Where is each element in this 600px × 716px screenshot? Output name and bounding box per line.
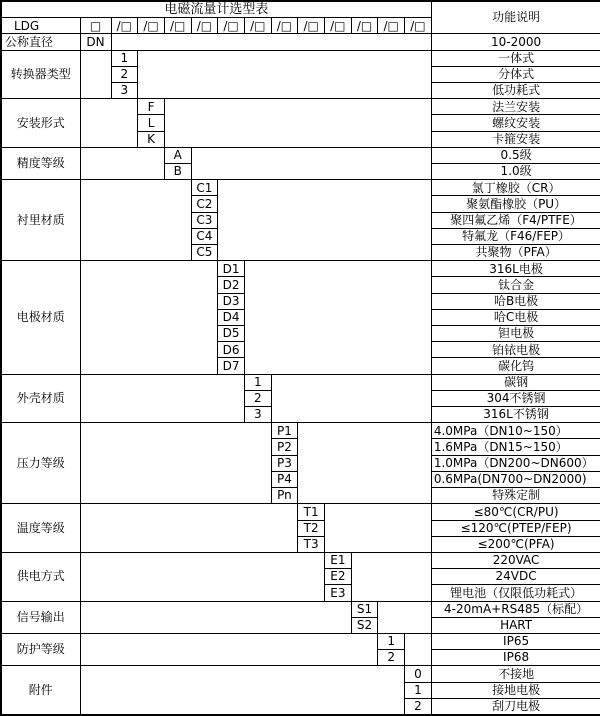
spacer-cell [80,504,298,553]
desc-cell: 不接地 [431,666,600,682]
spacer-cell [80,601,351,633]
spacer-cell [271,374,431,423]
desc-cell: HART [431,617,600,633]
desc-cell: ≤200℃(PFA) [431,536,600,552]
desc-cell: 0.5级 [431,147,600,163]
model-box: /□ [351,18,378,34]
desc-cell: 共聚物（PFA） [431,245,600,261]
code-cell: E2 [325,569,352,585]
model-box: /□ [164,18,191,34]
desc-cell: 钛合金 [431,277,600,293]
code-cell: S2 [351,617,378,633]
model-box: /□ [378,18,405,34]
spacer-cell [80,633,378,665]
desc-cell: 聚氨酯橡胶（PU） [431,196,600,212]
spacer-cell [405,633,432,665]
model-box: /□ [111,18,138,34]
model-prefix: LDG [1,18,80,34]
category-label: 衬里材质 [1,180,80,261]
desc-cell: 刮刀电极 [431,698,600,715]
spacer-cell [80,261,218,374]
code-cell: 3 [111,83,138,99]
model-box: /□ [298,18,325,34]
model-box: /□ [138,18,165,34]
code-cell: C3 [191,212,218,228]
code-cell: 1 [244,374,271,390]
category-label: 信号输出 [1,601,80,633]
desc-cell: 特殊定制 [431,488,600,504]
category-label: 转换器类型 [1,50,80,99]
spacer-cell [244,261,431,374]
spacer-cell [80,180,191,261]
model-box: /□ [244,18,271,34]
category-label: 供电方式 [1,552,80,601]
desc-cell: 10-2000 [431,34,600,50]
model-box: /□ [405,18,432,34]
desc-cell: 一体式 [431,50,600,66]
desc-cell: IP68 [431,650,600,666]
code-cell: P4 [271,471,298,487]
code-cell: C5 [191,245,218,261]
code-cell: C4 [191,228,218,244]
desc-cell: 1.0级 [431,164,600,180]
code-cell: T1 [298,504,325,520]
code-cell: 3 [244,407,271,423]
desc-cell: 24VDC [431,569,600,585]
code-cell: 1 [111,50,138,66]
desc-cell: 螺纹安装 [431,115,600,131]
code-cell: D3 [218,293,245,309]
desc-cell: ≤80℃(CR/PU) [431,504,600,520]
desc-cell: 1.0MPa（DN200~DN600） [431,455,600,471]
desc-cell: 0.6MPa(DN700~DN2000) [431,471,600,487]
spacer-cell [325,504,432,553]
desc-cell: 4-20mA+RS485（标配） [431,601,600,617]
model-box-base: □ [80,18,111,34]
code-cell: E3 [325,585,352,601]
code-cell: P2 [271,439,298,455]
code-cell: F [138,99,165,115]
model-box: /□ [325,18,352,34]
code-cell: 1 [405,682,432,698]
desc-cell: 316L不锈钢 [431,407,600,423]
code-cell: D2 [218,277,245,293]
function-column-header: 功能说明 [431,1,600,34]
code-cell: P1 [271,423,298,439]
code-cell: A [164,147,191,163]
desc-cell: 4.0MPa（DN10~150） [431,423,600,439]
desc-cell: 1.6MPa（DN15~150） [431,439,600,455]
category-label: 防护等级 [1,633,80,665]
code-cell: D7 [218,358,245,374]
category-label: 安装形式 [1,99,80,148]
spacer-cell [80,99,138,148]
spacer-cell [80,552,325,601]
code-cell: D6 [218,342,245,358]
category-label: 附件 [1,666,80,715]
code-cell: 2 [244,390,271,406]
model-box: /□ [218,18,245,34]
category-label: 压力等级 [1,423,80,504]
desc-cell: 316L电极 [431,261,600,277]
spacer-cell [218,180,432,261]
spacer-cell [351,552,431,601]
code-cell: T2 [298,520,325,536]
desc-cell: 钽电极 [431,326,600,342]
desc-cell: 哈C电极 [431,309,600,325]
desc-cell: 304不锈钢 [431,390,600,406]
desc-cell: 接地电极 [431,682,600,698]
spacer-cell [378,601,431,633]
desc-cell: 锂电池（仅限低功耗式） [431,585,600,601]
spacer-cell [80,666,405,715]
code-cell: S1 [351,601,378,617]
code-cell: T3 [298,536,325,552]
code-cell: D1 [218,261,245,277]
category-label-dn: 公称直径 [1,34,80,50]
desc-cell: 分体式 [431,66,600,82]
desc-cell: ≤120℃(PTEP/FEP) [431,520,600,536]
code-cell: D5 [218,326,245,342]
spacer-cell [191,147,431,179]
category-label: 温度等级 [1,504,80,553]
table-title: 电磁流量计选型表 [1,1,431,18]
code-cell: 1 [378,633,405,649]
desc-cell: IP65 [431,633,600,649]
code-cell: 2 [111,66,138,82]
code-cell: L [138,115,165,131]
category-label: 外壳材质 [1,374,80,423]
desc-cell: 卡箍安装 [431,131,600,147]
code-cell: C2 [191,196,218,212]
desc-cell: 碳钢 [431,374,600,390]
desc-cell: 聚四氟乙烯（F4/PTFE） [431,212,600,228]
spacer-cell [80,147,164,179]
code-cell: B [164,164,191,180]
code-cell: Pn [271,488,298,504]
desc-cell: 哈B电极 [431,293,600,309]
spacer-cell [164,99,431,148]
spacer-cell [298,423,432,504]
spacer-cell [80,374,244,423]
desc-cell: 法兰安装 [431,99,600,115]
category-label: 电极材质 [1,261,80,374]
desc-cell: 低功耗式 [431,83,600,99]
spacer-cell [111,34,431,50]
desc-cell: 特氟龙（F46/FEP） [431,228,600,244]
category-label: 精度等级 [1,147,80,179]
spacer-cell [80,423,271,504]
desc-cell: 氯丁橡胶（CR） [431,180,600,196]
spacer-cell [138,50,432,99]
code-cell: 0 [405,666,432,682]
desc-cell: 碳化钨 [431,358,600,374]
spacer-cell [80,50,111,99]
desc-cell: 铂铱电极 [431,342,600,358]
code-cell: D4 [218,309,245,325]
model-box: /□ [191,18,218,34]
code-cell: 2 [378,650,405,666]
code-cell: DN [80,34,111,50]
code-cell: P3 [271,455,298,471]
code-cell: K [138,131,165,147]
model-box: /□ [271,18,298,34]
code-cell: C1 [191,180,218,196]
code-cell: 2 [405,698,432,715]
desc-cell: 220VAC [431,552,600,568]
code-cell: E1 [325,552,352,568]
